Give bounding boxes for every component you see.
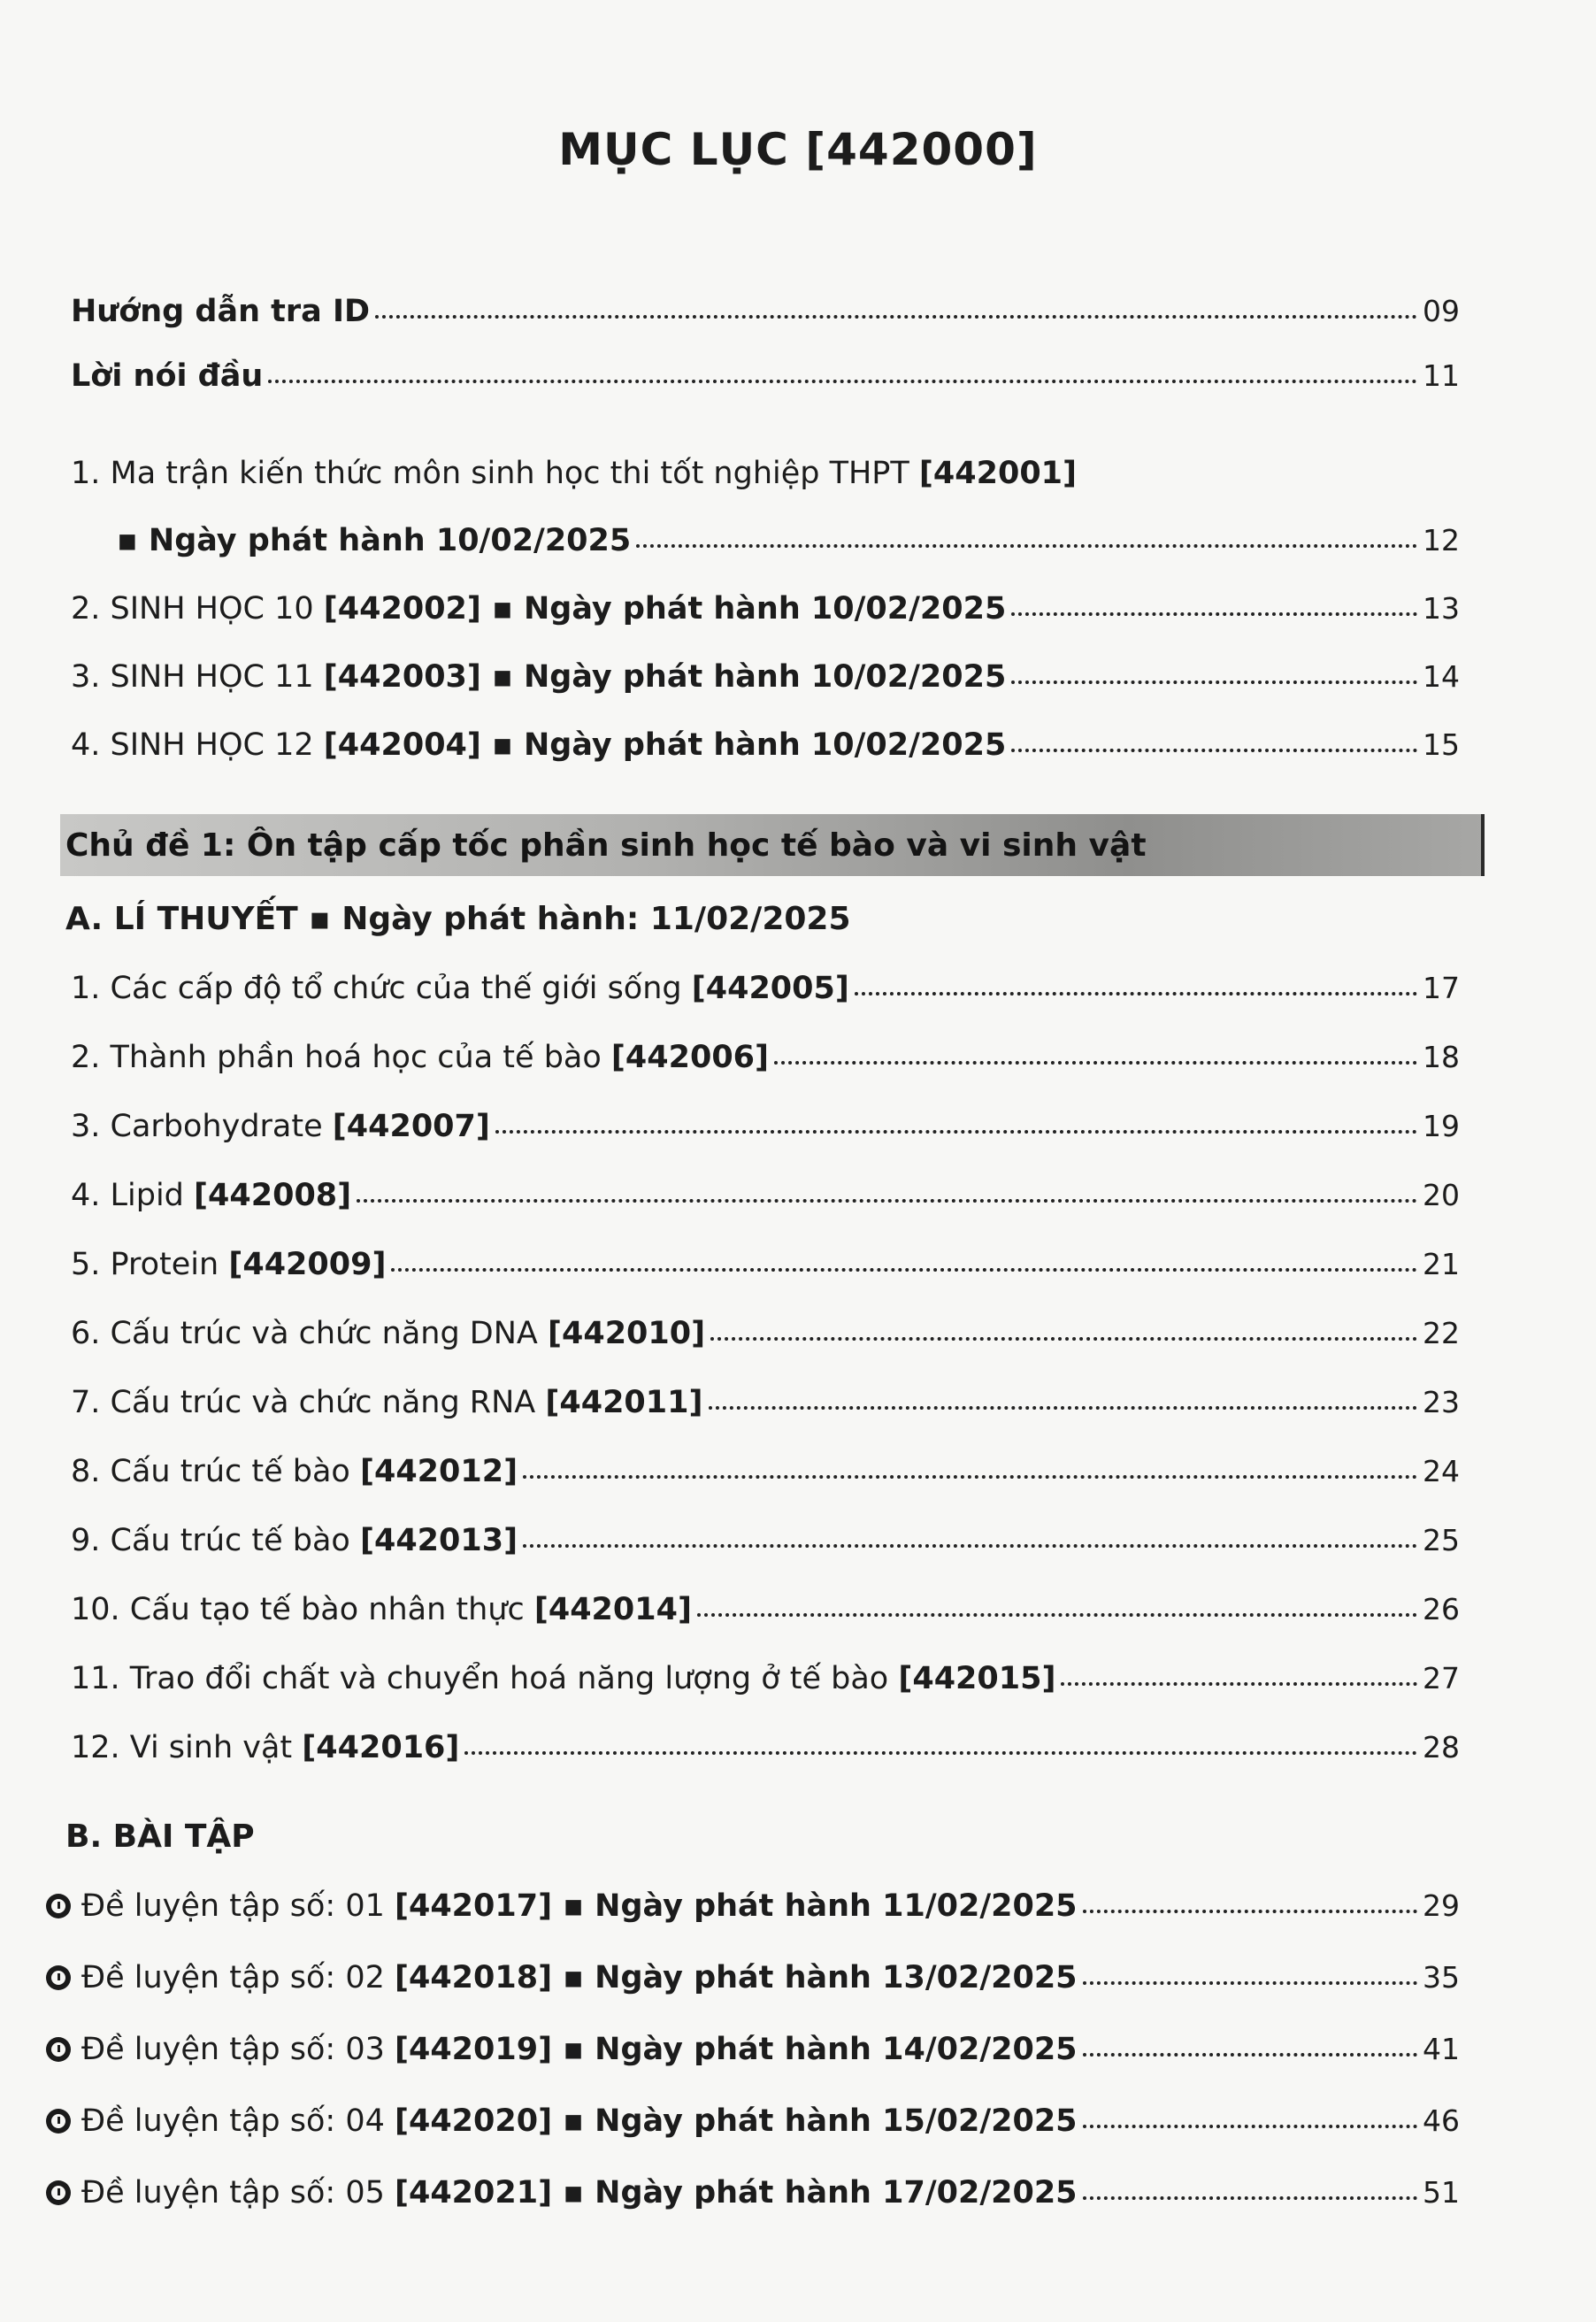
- toc-entry-theory[interactable]: [71, 1247, 1460, 1282]
- toc-entry-exercise[interactable]: [46, 1888, 1460, 1924]
- dot-leader: [1083, 2125, 1417, 2128]
- toc-entry-theory[interactable]: [71, 971, 1460, 1006]
- toc-entry-preface[interactable]: [71, 358, 1460, 394]
- toc-entry-label: 3. Carbohydrate [442007]: [71, 1109, 490, 1144]
- dot-leader: [855, 992, 1417, 996]
- toc-entry-theory[interactable]: [71, 1040, 1460, 1075]
- toc-entry-knowledge-matrix[interactable]: [71, 456, 1077, 491]
- toc-entry-label: 2. SINH HỌC 10 [442002] ▪ Ngày phát hành 10/02/2025: [71, 591, 1007, 627]
- toc-page-number: 41: [1423, 2032, 1460, 2066]
- toc-page-number: 29: [1423, 1888, 1460, 1923]
- toc-entry-exercise[interactable]: [46, 2175, 1460, 2211]
- toc-page-number: 26: [1423, 1592, 1460, 1626]
- dot-leader: [636, 544, 1417, 548]
- toc-entry-label: 11. Trao đổi chất và chuyển hoá năng lượng ở tế bào [442015]: [71, 1661, 1056, 1696]
- theory-section-heading: A. LÍ THUYẾT ▪ Ngày phát hành: 11/02/2025: [65, 901, 851, 937]
- toc-page-number: 24: [1423, 1454, 1460, 1488]
- toc-entry-exercise[interactable]: [46, 2103, 1460, 2139]
- dot-leader: [495, 1130, 1417, 1134]
- clock-icon: [46, 1894, 71, 1918]
- toc-entry-label: Hướng dẫn tra ID: [71, 294, 371, 329]
- toc-page-number: 17: [1423, 971, 1460, 1005]
- toc-entry-label: Đề luyện tập số: 04 [442020] ▪ Ngày phát hành 15/02/2025: [46, 2103, 1078, 2139]
- toc-entry-theory[interactable]: [71, 1178, 1460, 1213]
- toc-entry-label: 4. Lipid [442008]: [71, 1178, 352, 1213]
- toc-page-number: 22: [1423, 1316, 1460, 1350]
- toc-page-number: 21: [1423, 1247, 1460, 1281]
- toc-entry-label: 10. Cấu tạo tế bào nhân thực [442014]: [71, 1592, 692, 1627]
- toc-page-number: 09: [1423, 294, 1460, 328]
- page-title: MỤC LỤC [442000]: [558, 124, 1038, 175]
- toc-entry-id-guide[interactable]: [71, 294, 1460, 329]
- dot-leader: [391, 1268, 1417, 1272]
- toc-page-number: 23: [1423, 1385, 1460, 1419]
- dot-leader: [697, 1613, 1417, 1617]
- toc-page-number: 19: [1423, 1109, 1460, 1143]
- toc-entry-theory[interactable]: [71, 1454, 1460, 1489]
- toc-page-number: 46: [1423, 2103, 1460, 2138]
- dot-leader: [357, 1199, 1417, 1203]
- dot-leader: [1011, 749, 1417, 752]
- dot-leader: [1083, 2053, 1417, 2057]
- toc-page-number: 13: [1423, 591, 1460, 626]
- clock-icon: [46, 2037, 71, 2062]
- topic-header-band: [60, 814, 1485, 876]
- dot-leader: [375, 315, 1417, 319]
- dot-leader: [464, 1751, 1417, 1755]
- toc-entry-theory[interactable]: [71, 1523, 1460, 1558]
- topic-title: Chủ đề 1: Ôn tập cấp tốc phần sinh học tế bào và vi sinh vật: [65, 827, 1147, 864]
- toc-entry-label: 4. SINH HỌC 12 [442004] ▪ Ngày phát hành 10/02/2025: [71, 727, 1007, 763]
- toc-entry-label: Đề luyện tập số: 05 [442021] ▪ Ngày phát hành 17/02/2025: [46, 2175, 1078, 2211]
- dot-leader: [1061, 1682, 1417, 1686]
- toc-page-number: 18: [1423, 1040, 1460, 1074]
- clock-icon: [46, 2109, 71, 2134]
- toc-page-number: 12: [1423, 523, 1460, 557]
- dot-leader: [523, 1544, 1417, 1548]
- toc-entry-label: Đề luyện tập số: 01 [442017] ▪ Ngày phát hành 11/02/2025: [46, 1888, 1078, 1924]
- toc-entry-label: Đề luyện tập số: 02 [442018] ▪ Ngày phát hành 13/02/2025: [46, 1960, 1078, 1995]
- toc-entry-label: 8. Cấu trúc tế bào [442012]: [71, 1454, 518, 1489]
- toc-page-number: 14: [1423, 659, 1460, 694]
- toc-entry-exercise[interactable]: [46, 2032, 1460, 2067]
- toc-entry-label: Lời nói đầu: [71, 358, 264, 394]
- dot-leader: [1011, 680, 1417, 684]
- toc-entry-label: 6. Cấu trúc và chức năng DNA [442010]: [71, 1316, 706, 1351]
- toc-entry-label: 9. Cấu trúc tế bào [442013]: [71, 1523, 518, 1558]
- dot-leader: [1083, 1910, 1417, 1913]
- toc-entry-biology-12[interactable]: [71, 727, 1460, 763]
- toc-page-number: 51: [1423, 2175, 1460, 2210]
- dot-leader: [774, 1061, 1417, 1065]
- toc-entry-label: 5. Protein [442009]: [71, 1247, 387, 1282]
- dot-leader: [709, 1406, 1418, 1410]
- toc-entry-knowledge-matrix-date[interactable]: [117, 523, 1460, 558]
- toc-page-number: 20: [1423, 1178, 1460, 1212]
- clock-icon: [46, 1965, 71, 1990]
- toc-entry-label: 1. Các cấp độ tổ chức của thế giới sống [442005]: [71, 971, 849, 1006]
- dot-leader: [523, 1475, 1417, 1479]
- exercise-section-heading: B. BÀI TẬP: [65, 1818, 255, 1855]
- clock-icon: [46, 2180, 71, 2205]
- toc-entry-label: 7. Cấu trúc và chức năng RNA [442011]: [71, 1385, 703, 1420]
- band-edge: [1481, 814, 1485, 876]
- toc-page-number: 15: [1423, 727, 1460, 762]
- toc-entry-label: 3. SINH HỌC 11 [442003] ▪ Ngày phát hành 10/02/2025: [71, 659, 1007, 695]
- toc-entry-theory[interactable]: [71, 1592, 1460, 1627]
- toc-page-number: 35: [1423, 1960, 1460, 1995]
- toc-entry-exercise[interactable]: [46, 1960, 1460, 1995]
- toc-entry-theory[interactable]: [71, 1385, 1460, 1420]
- toc-entry-biology-11[interactable]: [71, 659, 1460, 695]
- toc-page-number: 28: [1423, 1730, 1460, 1765]
- toc-page-number: 25: [1423, 1523, 1460, 1557]
- dot-leader: [268, 380, 1417, 383]
- dot-leader: [710, 1337, 1417, 1341]
- dot-leader: [1083, 2196, 1417, 2200]
- toc-entry-label: 1. Ma trận kiến thức môn sinh học thi tốt nghiệp THPT: [71, 456, 919, 491]
- toc-page-number: 27: [1423, 1661, 1460, 1695]
- toc-entry-biology-10[interactable]: [71, 591, 1460, 627]
- toc-entry-id: [442001]: [918, 456, 1078, 491]
- toc-entry-theory[interactable]: [71, 1109, 1460, 1144]
- toc-entry-theory[interactable]: [71, 1661, 1460, 1696]
- dot-leader: [1083, 1981, 1417, 1985]
- toc-entry-theory[interactable]: [71, 1730, 1460, 1765]
- toc-entry-label: Đề luyện tập số: 03 [442019] ▪ Ngày phát hành 14/02/2025: [46, 2032, 1078, 2067]
- toc-entry-theory[interactable]: [71, 1316, 1460, 1351]
- toc-page-number: 11: [1423, 358, 1460, 393]
- toc-entry-label: 2. Thành phần hoá học của tế bào [442006]: [71, 1040, 770, 1075]
- toc-entry-date: ▪ Ngày phát hành 10/02/2025: [117, 523, 632, 558]
- dot-leader: [1011, 612, 1417, 616]
- toc-entry-label: 12. Vi sinh vật [442016]: [71, 1730, 460, 1765]
